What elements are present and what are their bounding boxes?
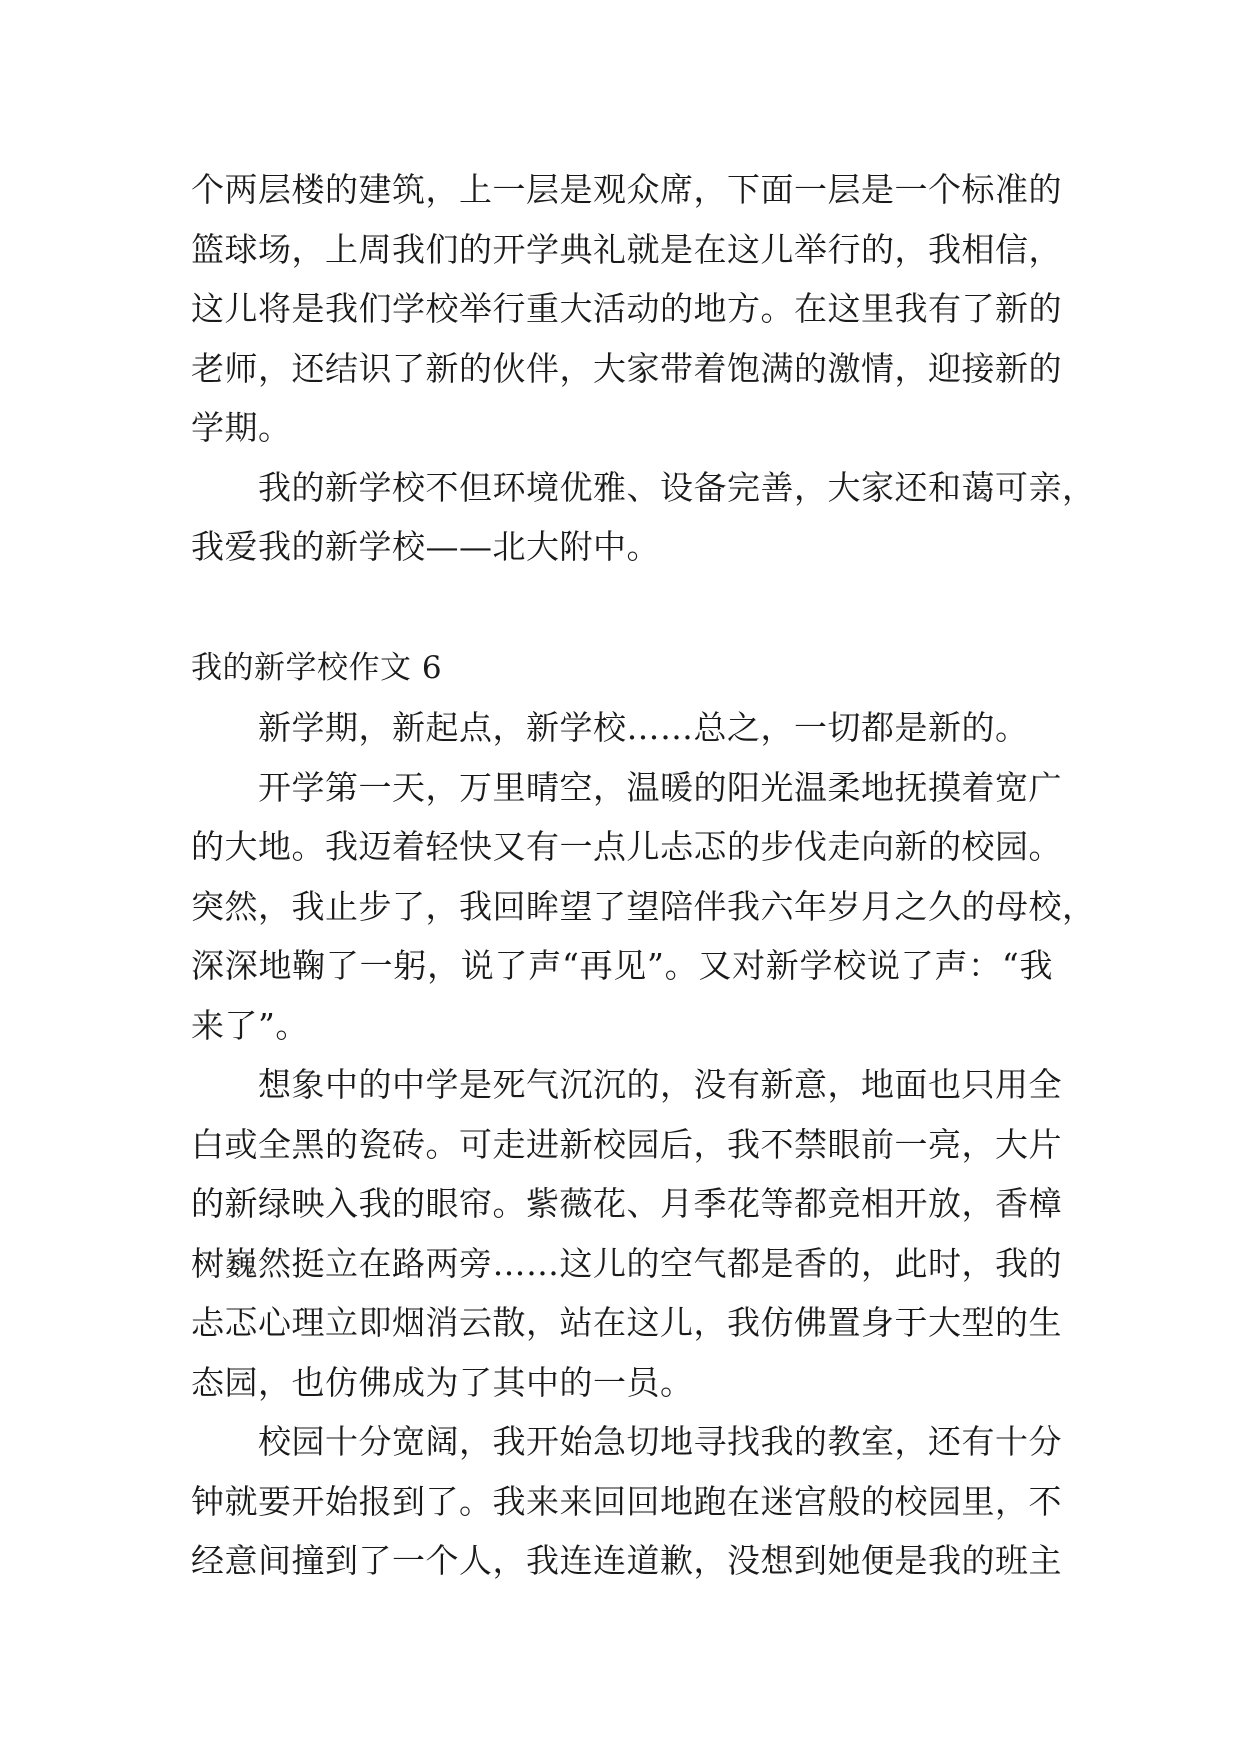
text-line: 来了”。 (191, 1005, 309, 1045)
section-spacer (191, 577, 1053, 639)
text-line: 的新绿映入我的眼帘。紫薇花、月季花等都竞相开放，香樟 (191, 1184, 1062, 1223)
text-line: 个两层楼的建筑，上一层是观众席，下面一层是一个标准的 (191, 170, 1062, 209)
paragraph (191, 1055, 1062, 1412)
paragraph (191, 160, 1062, 458)
text-line: 态园，也仿佛成为了其中的一员。 (191, 1362, 694, 1402)
text-line: 校园十分宽阔，我开始急切地寻找我的教室，还有十分 (191, 1422, 1062, 1461)
text-line: 这儿将是我们学校举行重大活动的地方。在这里我有了新的 (191, 289, 1062, 328)
text-line: 深深地鞠了一躬，说了声“再见”。又对新学校说了声：“我 (191, 946, 1053, 985)
text-line: 的大地。我迈着轻快又有一点儿忐忑的步伐走向新的校园。 (191, 827, 1062, 866)
paragraph (191, 698, 1053, 758)
text-line: 开学第一天，万里晴空，温暖的阳光温柔地抚摸着宽广 (191, 767, 1062, 807)
section-title: 我的新学校作文 6 (191, 649, 443, 686)
paragraph (191, 1412, 1062, 1591)
text-line: 树巍然挺立在路两旁……这儿的空气都是香的，此时，我的 (191, 1243, 1062, 1283)
document-page (191, 160, 1096, 1591)
text-line: 篮球场，上周我们的开学典礼就是在这儿举行的，我相信， (191, 229, 1062, 269)
text-line: 突然，我止步了，我回眸望了望陪伴我六年岁月之久的母校， (191, 886, 1096, 926)
text-line: 忐忑心理立即烟消云散，站在这儿，我仿佛置身于大型的生 (191, 1303, 1062, 1342)
text-line: 我的新学校不但环境优雅、设备完善，大家还和蔼可亲， (191, 467, 1096, 507)
text-line: 老师，还结识了新的伙伴，大家带着饱满的激情，迎接新的 (191, 348, 1062, 388)
text-line: 白或全黑的瓷砖。可走进新校园后，我不禁眼前一亮，大片 (191, 1124, 1062, 1164)
paragraph (191, 458, 1096, 577)
text-line: 想象中的中学是死气沉沉的，没有新意，地面也只用全 (191, 1065, 1062, 1104)
text-line: 学期。 (191, 408, 292, 447)
text-line: 我爱我的新学校——北大附中。 (191, 527, 660, 566)
text-line: 新学期，新起点，新学校……总之，一切都是新的。 (191, 708, 1029, 747)
text-line: 钟就要开始报到了。我来来回回地跑在迷宫般的校园里，不 (191, 1481, 1062, 1521)
paragraph (191, 758, 1096, 1056)
text-line: 经意间撞到了一个人，我连连道歉，没想到她便是我的班主 (191, 1541, 1062, 1580)
